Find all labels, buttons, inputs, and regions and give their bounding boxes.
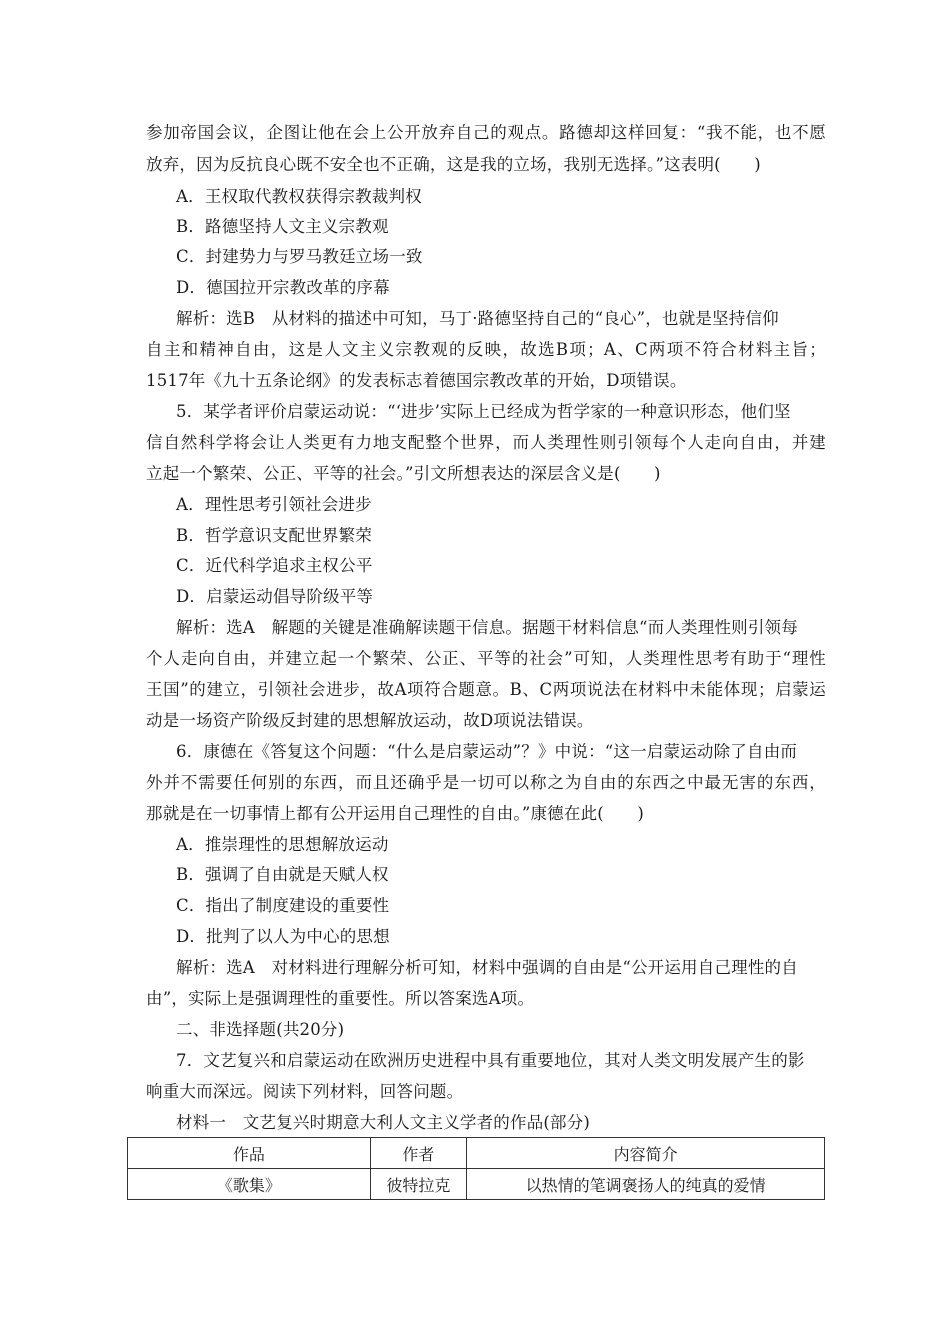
analysis-line: 个人走向自由，并建立起一个繁荣、公正、平等的社会”可知，人类理性思考有助于“理性	[146, 649, 826, 668]
option-a: A．推崇理性的思想解放运动	[176, 835, 389, 854]
header-work: 作品	[128, 1138, 371, 1169]
question-stem-line: 放弃，因为反抗良心既不安全也不正确，这是我的立场，我别无选择。”这表明( )	[146, 155, 761, 174]
option-b: B．哲学意识支配世界繁荣	[176, 526, 373, 545]
paragraph-line: 参加帝国会议，企图让他在会上公开放弃自己的观点。路德却这样回复：“我不能，也不愿	[146, 123, 826, 142]
question-6-line: 外并不需要任何别的东西，而且还确乎是一切可以称之为自由的东西之中最无害的东西，	[146, 773, 826, 792]
option-a: A．理性思考引领社会进步	[176, 495, 372, 514]
question-7-line: 7．文艺复兴和启蒙运动在欧洲历史进程中具有重要地位，其对人类文明发展产生的影	[176, 1051, 805, 1070]
cell-author: 彼特拉克	[370, 1169, 466, 1200]
option-c: C．近代科学追求主权公平	[176, 556, 373, 575]
option-b: B．路德坚持人文主义宗教观	[176, 217, 389, 236]
material-caption: 材料一 文艺复兴时期意大利人文主义学者的作品(部分)	[176, 1113, 591, 1132]
option-c: C．封建势力与罗马教廷立场一致	[176, 247, 423, 266]
option-a: A．王权取代教权获得宗教裁判权	[176, 187, 422, 206]
option-d: D．启蒙运动倡导阶级平等	[176, 587, 374, 606]
table-header-row	[128, 1138, 825, 1169]
section-heading: 二、非选择题(共20分)	[176, 1020, 345, 1039]
cell-description: 以热情的笔调褒扬人的纯真的爱情	[467, 1169, 825, 1200]
question-7-line: 响重大而深远。阅读下列材料，回答问题。	[146, 1082, 464, 1101]
analysis-line: 解析：选A 解题的关键是准确解读题干信息。据题干材料信息“而人类理性则引领每	[176, 618, 798, 637]
analysis-line: 1517年《九十五条论纲》的发表标志着德国宗教改革的开始，D项错误。	[146, 371, 687, 390]
analysis-line: 解析：选A 对材料进行理解分析可知，材料中强调的自由是“公开运用自己理性的自	[176, 958, 798, 977]
works-table	[127, 1137, 825, 1200]
question-5-line: 5．某学者评价启蒙运动说：“‘进步’实际上已经成为哲学家的一种意识形态，他们坚	[176, 402, 791, 421]
header-description: 内容简介	[467, 1138, 825, 1169]
table-row	[128, 1169, 825, 1200]
question-5-line: 立起一个繁荣、公正、平等的社会。”引文所想表达的深层含义是( )	[146, 464, 661, 483]
question-5-line: 信自然科学将会让人类更有力地支配整个世界，而人类理性则引领每个人走向自由，并建	[146, 433, 826, 452]
analysis-line: 解析：选B 从材料的描述中可知，马丁·路德坚持自己的“良心”，也就是坚持信仰	[176, 309, 779, 328]
analysis-line: 由”，实际上是强调理性的重要性。所以答案选A项。	[146, 989, 535, 1008]
header-author: 作者	[370, 1138, 466, 1169]
analysis-line: 自主和精神自由，这是人文主义宗教观的反映，故选B项；A、C两项不符合材料主旨；	[146, 340, 826, 359]
analysis-line: 动是一场资产阶级反封建的思想解放运动，故D项说法错误。	[146, 711, 594, 730]
option-d: D．批判了以人为中心的思想	[176, 927, 390, 946]
option-b: B．强调了自由就是天赋人权	[176, 865, 389, 884]
question-6-line: 6．康德在《答复这个问题：“什么是启蒙运动”？》中说：“这一启蒙运动除了自由而	[176, 742, 798, 761]
analysis-line: 王国”的建立，引领社会进步，故A项符合题意。B、C两项说法在材料中未能体现；启蒙运	[146, 680, 826, 699]
option-c: C．指出了制度建设的重要性	[176, 896, 390, 915]
question-6-line: 那就是在一切事情上都有公开运用自己理性的自由。”康德在此( )	[146, 804, 644, 823]
cell-work: 《歌集》	[128, 1169, 371, 1200]
option-d: D．德国拉开宗教改革的序幕	[176, 278, 390, 297]
